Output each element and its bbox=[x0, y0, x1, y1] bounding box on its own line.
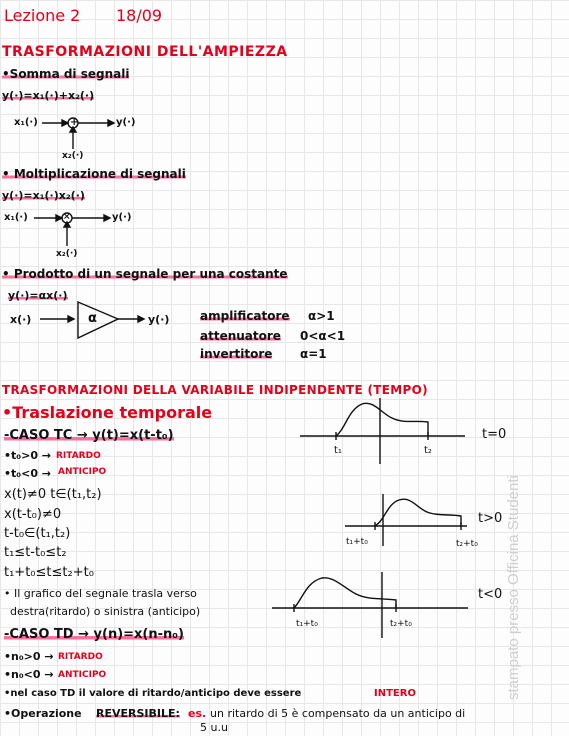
reversible-text: un ritardo di 5 è compensato da un anticipo di bbox=[210, 707, 466, 720]
g3-end: t₂+t₀ bbox=[390, 619, 412, 629]
sum-formula: y(·)=x₁(·)+x₂(·) bbox=[2, 89, 95, 102]
gain-block-diagram bbox=[40, 300, 160, 344]
eq-line-4: t₁≤t-t₀≤t₂ bbox=[4, 545, 67, 560]
td-advance: •n₀<0 → bbox=[4, 668, 54, 681]
section-title-time: TRASFORMAZIONI DELLA VARIABILE INDIPENDENTE (TEMPO) bbox=[2, 383, 428, 397]
sum-operator: + bbox=[70, 117, 79, 128]
reversible-label: REVERSIBILE: bbox=[96, 707, 180, 720]
eq-line-2: x(t-t₀)≠0 bbox=[4, 507, 62, 522]
amp-cond: α>1 bbox=[308, 309, 335, 323]
g2-start: t₁+t₀ bbox=[346, 537, 368, 547]
sum-heading: •Somma di segnali bbox=[2, 67, 130, 81]
integer-note: •nel caso TD il valore di ritardo/anticipo deve essere bbox=[4, 688, 302, 699]
g3-start: t₁+t₀ bbox=[296, 619, 318, 629]
mul-input2: x₂(·) bbox=[56, 249, 78, 259]
mul-heading: • Moltiplicazione di segnali bbox=[2, 167, 186, 181]
const-formula: y(·)=αx(·) bbox=[8, 289, 68, 302]
const-heading: • Prodotto di un segnale per una costante bbox=[2, 267, 288, 281]
td-heading: -CASO TD → y(n)=x(n-n₀) bbox=[4, 627, 184, 642]
const-output: y(·) bbox=[148, 313, 170, 326]
section-title-amplitude: TRASFORMAZIONI DELL'AMPIEZZA bbox=[2, 44, 288, 60]
tc-heading: -CASO TC → y(t)=x(t-t₀) bbox=[4, 428, 174, 443]
g2-end: t₂+t₀ bbox=[456, 539, 478, 549]
mul-operator: × bbox=[63, 212, 71, 222]
graph-advanced bbox=[272, 572, 472, 642]
mul-block-diagram bbox=[32, 208, 112, 250]
td-delay-label: RITARDO bbox=[58, 652, 103, 662]
reversible-text-2: 5 u.u bbox=[200, 721, 228, 734]
traslation-heading: •Traslazione temporale bbox=[2, 403, 213, 422]
tc-advance-label: ANTICIPO bbox=[58, 467, 107, 477]
sum-input2: x₂(·) bbox=[62, 151, 84, 161]
graph-original bbox=[300, 398, 470, 468]
gain-symbol: α bbox=[88, 311, 97, 326]
sum-block-diagram bbox=[40, 113, 120, 153]
amp-name: amplificatore bbox=[200, 309, 290, 323]
lesson-date: 18/09 bbox=[116, 6, 163, 25]
note-line-1: • Il grafico del segnale trasla verso bbox=[4, 587, 197, 600]
eq-line-1: x(t)≠0 t∈(t₁,t₂) bbox=[4, 487, 102, 502]
eq-line-3: t-t₀∈(t₁,t₂) bbox=[4, 526, 71, 541]
td-advance-label: ANTICIPO bbox=[58, 670, 107, 680]
lesson-title: Lezione 2 bbox=[4, 6, 81, 25]
reversible-example: es. bbox=[188, 707, 207, 720]
inv-name: invertitore bbox=[200, 347, 273, 361]
reversible-note: •Operazione bbox=[4, 707, 82, 720]
mul-formula: y(·)=x₁(·)x₂(·) bbox=[2, 189, 85, 202]
mul-output: y(·) bbox=[112, 212, 132, 223]
sum-output: y(·) bbox=[116, 117, 136, 128]
g1-label: t=0 bbox=[482, 427, 507, 442]
eq-line-5: t₁+t₀≤t≤t₂+t₀ bbox=[4, 565, 94, 580]
note-line-2: destra(ritardo) o sinistra (anticipo) bbox=[10, 605, 201, 618]
const-input: x(·) bbox=[10, 313, 32, 326]
att-name: attenuatore bbox=[200, 329, 281, 343]
watermark: stampato presso Officina Studenti bbox=[505, 475, 522, 700]
g3-label: t<0 bbox=[478, 587, 503, 602]
integer-note-emph: INTERO bbox=[374, 688, 416, 699]
tc-delay: •t₀>0 → bbox=[4, 449, 52, 462]
att-cond: 0<α<1 bbox=[300, 329, 346, 343]
td-delay: •n₀>0 → bbox=[4, 650, 54, 663]
g1-t1: t₁ bbox=[334, 445, 342, 456]
tc-delay-label: RITARDO bbox=[56, 451, 101, 461]
sum-input1: x₁(·) bbox=[14, 117, 38, 128]
g1-t2: t₂ bbox=[424, 445, 432, 456]
inv-cond: α=1 bbox=[300, 347, 327, 361]
mul-input1: x₁(·) bbox=[4, 212, 28, 223]
tc-advance: •t₀<0 → bbox=[4, 467, 52, 480]
g2-label: t>0 bbox=[478, 511, 503, 526]
